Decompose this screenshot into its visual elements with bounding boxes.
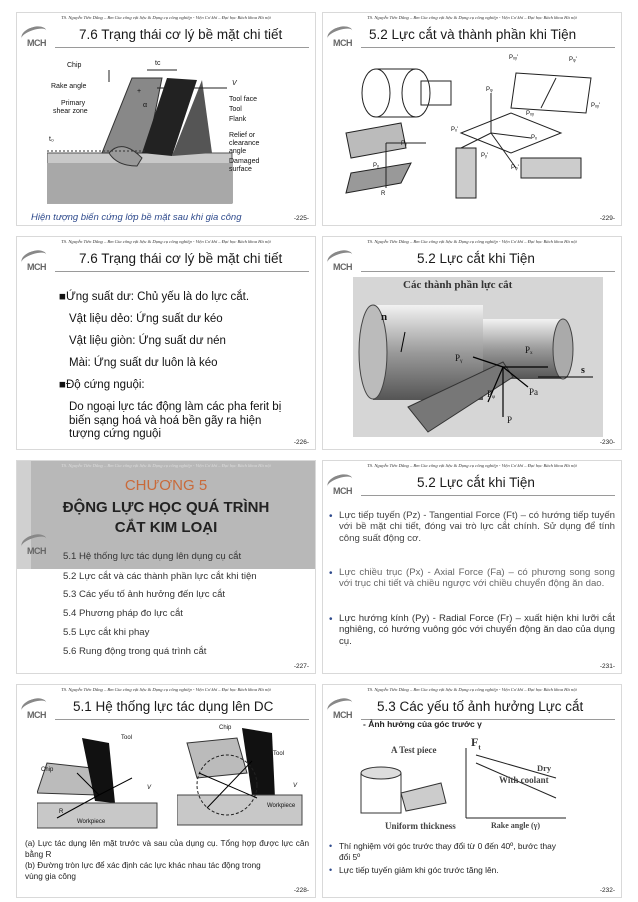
turning-forces-figure <box>341 53 611 213</box>
page-number: -229- <box>599 215 615 222</box>
chapter-number: CHƯƠNG 5 <box>124 477 208 494</box>
flank-label: Flank <box>229 116 247 123</box>
force-label-pz3: Pᵩ' <box>511 165 519 171</box>
tool-label-b: Tool <box>273 751 285 757</box>
bullet-residual-stress: ■Ứng suất dư: Chủ yếu là do lực cắt. <box>59 291 250 303</box>
mch-logo: MCH <box>327 251 357 275</box>
bullet-dot-1: • <box>329 511 333 522</box>
dry-series-label: Dry <box>537 763 552 773</box>
angle-label: angle <box>229 148 247 155</box>
t0-label: t₀ <box>49 136 54 143</box>
text-brittle: Vật liệu giòn: Ứng suất dư nén <box>69 335 226 347</box>
alpha-label: α <box>143 102 148 109</box>
force-system-figure-a <box>37 723 167 833</box>
pa-label: Pa <box>529 387 538 397</box>
shear-zone-label: shear zone <box>53 108 88 115</box>
mch-logo: MCH <box>21 251 51 275</box>
mch-logo: MCH <box>327 475 357 499</box>
py-label: Pᵧ <box>455 353 463 363</box>
slide-title: 5.2 Lực cắt khi Tiện <box>417 251 535 266</box>
clearance-label: clearance <box>229 140 260 147</box>
slide-header: TS. Nguyễn Tiến Dũng – Bm Gia công vật liệu & Dụng cụ công nghiệp - Viện Cơ khí – Đại học Bách khoa Hà nội <box>61 239 271 244</box>
r-label-a: R <box>59 809 64 815</box>
figure-title: Các thành phần lực cắt <box>403 279 513 291</box>
toc-item-4: 5.4 Phương pháp đo lực cắt <box>63 608 183 619</box>
v-label-b: V <box>293 783 298 789</box>
slide-header: TS. Nguyễn Tiến Dũng – Bm Gia công vật liệu & Dụng cụ công nghiệp - Viện Cơ khí – Đại học Bách khoa Hà nội <box>367 463 577 468</box>
force-label-pxy2: Pₓᵧ <box>526 111 534 117</box>
text-radial-force: Lực hướng kính (Py) - Radial Force (Fr) – xuất hiện khi lưỡi cắt nghiêng, có hướng vuông góc với chuyển động ăn dao của dụng cụ. <box>339 613 615 647</box>
slide-title: 5.3 Các yếu tố ảnh hưởng Lực cắt <box>377 699 584 714</box>
tool-label-a: Tool <box>121 735 133 741</box>
uniform-thickness-label: Uniform thickness <box>385 821 456 831</box>
slide-229 <box>322 12 622 226</box>
v-label-a: V <box>147 785 152 791</box>
primary-label: Primary <box>61 100 86 107</box>
damaged-label: Damaged <box>229 158 260 165</box>
title-rule <box>55 271 309 272</box>
caption-a: (a) Lực tác dụng lên mặt trước và sau của dụng cụ. Tổng hợp được lực cân bằng R <box>25 839 309 859</box>
text-experiment: Thí nghiệm với góc trước thay đổi từ 0 đến 40º, bước thay đổi 5º <box>339 841 556 862</box>
slide-title: 5.2 Lực cắt và thành phần khi Tiện <box>369 27 577 42</box>
page-number: -228- <box>293 887 309 894</box>
plus-label: + <box>137 88 142 95</box>
figure-caption: Hiện tượng biến cứng lớp bề mặt sau khi gia công <box>31 212 242 223</box>
slide-231 <box>322 460 622 674</box>
text-cold-hardening: Do ngoại lực tác động làm các pha ferit bị biến sạng hoá và hoá bền gãy ra hiện tượng cứng nguội <box>69 401 282 440</box>
mch-logo: MCH <box>327 27 357 51</box>
title-rule <box>55 47 309 48</box>
title-rule <box>361 271 615 272</box>
slide-header: TS. Nguyễn Tiến Dũng – Bm Gia công vật liệu & Dụng cụ công nghiệp - Viện Cơ khí – Đại học Bách khoa Hà nội <box>61 463 271 468</box>
chapter-heading-line2: CẮT KIM LOẠI <box>114 519 218 536</box>
force-circle-figure-b <box>177 723 307 833</box>
n-label: n <box>381 311 388 323</box>
text-grinding: Mài: Ứng suất dư luôn là kéo <box>69 357 218 369</box>
mch-logo: MCH <box>21 27 51 51</box>
chip-label: Chip <box>67 62 82 69</box>
px-label: Pₓ <box>525 345 533 355</box>
toc-panel <box>17 569 315 673</box>
page-number: -232- <box>599 887 615 894</box>
force-label-pz2: Pᵩ <box>486 87 493 93</box>
p-label: P <box>507 415 513 425</box>
slide-title: 7.6 Trạng thái cơ lý bề mặt chi tiết <box>79 251 283 266</box>
slide-227 <box>16 460 316 674</box>
page-number: -226- <box>293 439 309 446</box>
chapter-heading-line1: ĐỘNG LỰC HỌC QUÁ TRÌNH <box>62 499 270 516</box>
coolant-series-label: With coolant <box>499 775 549 785</box>
page-number: -225- <box>293 215 309 222</box>
text-force-decrease: Lực tiếp tuyến giảm khi góc trước tăng lên. <box>339 865 499 875</box>
bullet-dot-3: • <box>329 614 333 625</box>
pz-label: Pᵩ <box>487 389 496 399</box>
slide-header: TS. Nguyễn Tiến Dũng – Bm Gia công vật liệu & Dụng cụ công nghiệp - Viện Cơ khí – Đại học Bách khoa Hà nội <box>367 15 577 20</box>
force-label-py: Pᵧ <box>373 163 379 169</box>
text-tangential-force: Lực tiếp tuyến (Pz) - Tangential Force (Ft) – có hướng tiếp tuyến với bề mặt chi tiết, đóng vai trò lực cắt chính. Sử dụng để tính công suất động cơ. <box>339 510 615 544</box>
force-label-r: R <box>381 191 386 197</box>
toc-item-6: 5.6 Rung động trong quá trình cắt <box>63 646 207 657</box>
force-label-pxy3: Pₓᵧ' <box>591 103 601 109</box>
bullet-dot-1: • <box>329 841 333 851</box>
bullet-cold-hardening: ■Độ cứng nguội: <box>59 379 145 391</box>
slide-title: 5.2 Lực cắt khi Tiện <box>417 475 535 490</box>
force-label-pxy1: Pₓᵧ' <box>509 55 519 61</box>
page-number: -230- <box>599 439 615 446</box>
x-axis-label: Rake angle (γ) <box>491 821 541 830</box>
test-piece-label: A Test piece <box>391 745 437 755</box>
surface-label: surface <box>229 166 252 173</box>
title-rule <box>361 495 615 496</box>
cutting-force-components-figure <box>353 277 603 437</box>
slide-225 <box>16 12 316 226</box>
text-axial-force: Lực chiều trục (Px) - Axial Force (Fa) – có phương song song với trục chi tiết và chiều ngược với chiều chuyển động ăn dao. <box>339 567 615 590</box>
force-label-px3: Pₓ <box>531 135 537 141</box>
force-label-px2: Pₓ' <box>451 127 459 133</box>
toc-item-2: 5.2 Lực cắt và các thành phần lực cắt khi tiện <box>63 571 257 582</box>
force-label-pz1: Pᵩ' <box>569 57 577 63</box>
force-label-py2: Pᵧ' <box>481 153 489 159</box>
s-label: s <box>581 365 585 376</box>
mch-logo: MCH <box>327 699 357 723</box>
workpiece-label-b: Workpiece <box>267 803 296 809</box>
slide-header: TS. Nguyễn Tiến Dũng – Bm Gia công vật liệu & Dụng cụ công nghiệp - Viện Cơ khí – Đại học Bách khoa Hà nội <box>367 687 577 692</box>
tool-label: Tool <box>229 106 242 113</box>
rake-influence-subtitle: - Ảnh hưởng của góc trước γ <box>363 719 482 729</box>
slide-title: 5.1 Hệ thống lực tác dụng lên DC <box>73 699 274 714</box>
text-ductile: Vật liệu dẻo: Ứng suất dư kéo <box>69 313 223 325</box>
toc-item-3: 5.3 Các yếu tố ảnh hưởng đến lực cắt <box>63 589 226 600</box>
chip-label-b: Chip <box>219 725 232 731</box>
caption-b: (b) Đường tròn lực để xác định các lực khác nhau tác động trong vùng gia công <box>25 861 261 881</box>
mch-logo: MCH <box>21 535 51 559</box>
force-label-px1: Pₓ <box>401 141 407 147</box>
slide-title: 7.6 Trạng thái cơ lý bề mặt chi tiết <box>79 27 283 42</box>
mch-logo: MCH <box>21 699 51 723</box>
title-rule <box>361 47 615 48</box>
slide-226 <box>16 236 316 450</box>
toc-item-1: 5.1 Hệ thống lực tác dụng lên dụng cụ cắt <box>63 551 242 562</box>
relief-label: Relief or <box>229 132 256 139</box>
page-number: -231- <box>599 663 615 670</box>
tc-label: tᴄ <box>155 60 161 67</box>
slide-header: TS. Nguyễn Tiến Dũng – Bm Gia công vật liệu & Dụng cụ công nghiệp - Viện Cơ khí – Đại học Bách khoa Hà nội <box>61 15 271 20</box>
chip-formation-figure <box>47 58 287 208</box>
page-number: -227- <box>293 663 309 670</box>
chip-label-a: Chip <box>41 767 54 773</box>
slide-230 <box>322 236 622 450</box>
rake-angle-label: Rake angle <box>51 83 87 90</box>
bullet-dot-2: • <box>329 865 333 875</box>
tool-face-label: Tool face <box>229 96 258 103</box>
slide-232 <box>322 684 622 898</box>
title-rule <box>55 719 309 720</box>
slide-228 <box>16 684 316 898</box>
bullet-dot-2: • <box>329 568 333 579</box>
toc-item-5: 5.5 Lực cắt khi phay <box>63 627 150 638</box>
workpiece-label-a: Workpiece <box>77 819 106 825</box>
v-label: V <box>232 80 237 87</box>
slide-header: TS. Nguyễn Tiến Dũng – Bm Gia công vật liệu & Dụng cụ công nghiệp - Viện Cơ khí – Đại học Bách khoa Hà nội <box>367 239 577 244</box>
slide-header: TS. Nguyễn Tiến Dũng – Bm Gia công vật liệu & Dụng cụ công nghiệp - Viện Cơ khí – Đại học Bách khoa Hà nội <box>61 687 271 692</box>
ft-axis-label: $F_t$ <box>471 735 481 752</box>
